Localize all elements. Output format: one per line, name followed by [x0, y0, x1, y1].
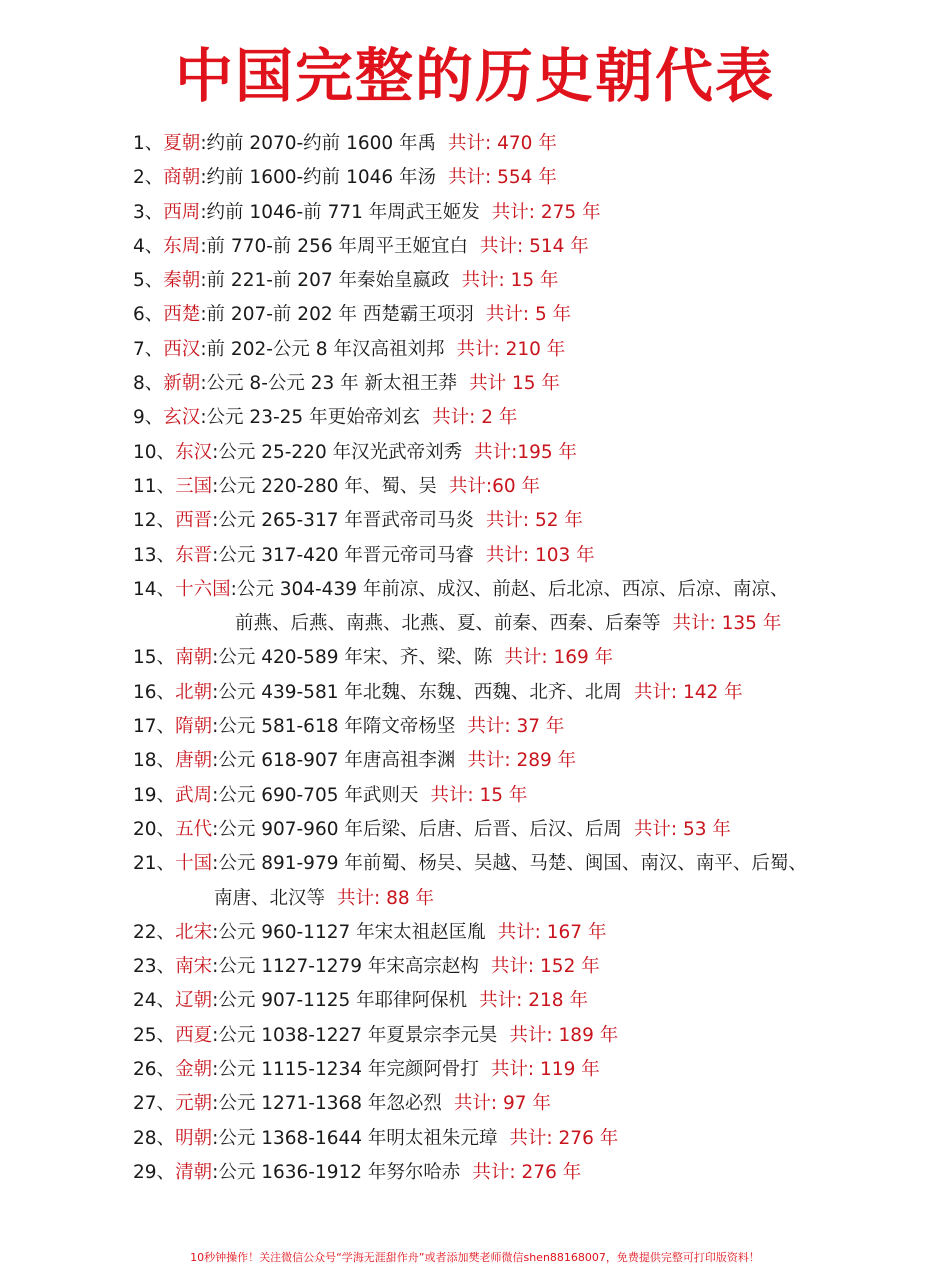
dynasty-description: 公元 960-1127 年宋太祖赵匡胤 [218, 921, 486, 943]
dynasty-name: 元朝 [175, 1093, 213, 1115]
dynasty-description-continued: 前燕、后燕、南燕、北燕、夏、前秦、西秦、后秦等 [235, 613, 661, 635]
name-colon: : [200, 304, 207, 326]
dynasty-total-years: 共计: 189 年 [509, 1024, 619, 1046]
dynasty-entry-body [133, 847, 807, 916]
number-separator: 、 [156, 1093, 176, 1115]
number-separator: 、 [156, 1059, 176, 1081]
dynasty-entry [133, 196, 923, 230]
number-separator: 、 [144, 270, 164, 292]
dynasty-name: 新朝 [163, 373, 201, 395]
number-separator: 、 [156, 441, 176, 463]
dynasty-description: 公元 1115-1234 年完颜阿骨打 [218, 1059, 479, 1081]
dynasty-number: 1 [133, 133, 145, 154]
dynasty-entry-body [133, 813, 731, 847]
number-separator: 、 [156, 1024, 176, 1046]
name-colon: : [200, 270, 207, 292]
dynasty-entry [133, 401, 923, 435]
number-separator: 、 [144, 338, 164, 360]
dynasty-total-years: 共计: 103 年 [485, 544, 595, 566]
dynasty-entry-line [133, 539, 595, 573]
dynasty-entry-body [133, 401, 517, 435]
dynasty-entry [133, 744, 923, 778]
dynasty-number: 24 [133, 990, 157, 1012]
dynasty-entry-body [133, 333, 565, 367]
name-colon: : [200, 338, 207, 360]
dynasty-number: 25 [133, 1024, 157, 1046]
number-separator: 、 [156, 578, 176, 600]
dynasty-entry-body [133, 196, 601, 230]
number-separator: 、 [156, 956, 176, 978]
dynasty-number: 28 [133, 1127, 157, 1149]
dynasty-number: 27 [133, 1093, 157, 1115]
page-title: 中国完整的历史朝代表 [174, 42, 775, 110]
dynasty-entry-body [133, 161, 557, 195]
dynasty-name: 十六国 [175, 578, 231, 600]
dynasty-name: 东晋 [175, 544, 213, 566]
dynasty-description: 公元 420-589 年宋、齐、梁、陈 [218, 647, 493, 669]
dynasty-entry-line [133, 1019, 618, 1053]
name-colon: : [212, 510, 219, 532]
dynasty-entry-body [133, 916, 606, 950]
dynasty-total-years: 共计: 88 年 [337, 887, 435, 909]
dynasty-description: 公元 439-581 年北魏、东魏、西魏、北齐、北周 [218, 681, 622, 703]
dynasty-entry [133, 470, 923, 504]
dynasty-entry-line [133, 984, 588, 1018]
dynasty-entry-line [133, 882, 807, 916]
dynasty-total-years: 共计: 97 年 [453, 1093, 551, 1115]
number-separator: 、 [144, 167, 164, 189]
number-separator: 、 [156, 716, 176, 738]
dynasty-entry-body [133, 779, 527, 813]
dynasty-entry-line [133, 1156, 581, 1190]
dynasty-entry-line [133, 779, 527, 813]
dynasty-total-years: 共计: 2 年 [432, 407, 518, 429]
dynasty-name: 唐朝 [175, 750, 213, 772]
number-separator: 、 [156, 990, 176, 1012]
dynasty-total-years: 共计: 53 年 [633, 818, 731, 840]
dynasty-entry-line [133, 367, 560, 401]
dynasty-entry-line [133, 916, 606, 950]
dynasty-entry-body [133, 470, 540, 504]
dynasty-entry [133, 1156, 923, 1190]
dynasty-entry [133, 950, 923, 984]
dynasty-entry-body [133, 1019, 618, 1053]
number-separator: 、 [156, 750, 176, 772]
number-separator: 、 [144, 407, 164, 429]
dynasty-description: 公元 25-220 年汉光武帝刘秀 [218, 441, 463, 463]
dynasty-entry [133, 1053, 923, 1087]
dynasty-name: 南宋 [175, 956, 213, 978]
dynasty-entry-line [133, 401, 517, 435]
dynasty-entry [133, 779, 923, 813]
dynasty-total-years: 共计:195 年 [474, 441, 578, 463]
dynasty-total-years: 共计: 554 年 [448, 167, 557, 189]
dynasty-entry [133, 1122, 923, 1156]
dynasty-total-years: 共计: 276 年 [472, 1161, 582, 1183]
dynasty-description: 公元 891-979 年前蜀、杨吴、吴越、马楚、闽国、南汉、南平、后蜀、 [218, 853, 807, 875]
dynasty-entry-line [133, 470, 540, 504]
footer-note: 10秒钟操作！关注微信公众号“学海无涯甜作舟”或者添加樊老师微信shen88168007，免费提供完整可打印版资料！ [190, 1251, 760, 1264]
number-separator: 、 [156, 681, 176, 703]
dynasty-entry-body [133, 1122, 618, 1156]
dynasty-entry-body [133, 744, 576, 778]
dynasty-name: 东周 [163, 235, 201, 257]
dynasty-entry [133, 436, 923, 470]
dynasty-entry-body [133, 1053, 600, 1087]
dynasty-entry-line [133, 710, 564, 744]
name-colon: : [212, 441, 219, 463]
dynasty-entry-line [133, 127, 557, 161]
dynasty-total-years: 共计: 5 年 [485, 304, 572, 326]
number-separator: 、 [144, 304, 164, 326]
dynasty-name: 西汉 [163, 338, 201, 360]
name-colon: : [212, 647, 219, 669]
number-separator: 、 [156, 784, 176, 806]
dynasty-total-years: 共计: 169 年 [504, 647, 614, 669]
dynasty-entry-line [133, 1053, 600, 1087]
name-colon: : [200, 235, 207, 257]
dynasty-entry-line [133, 607, 788, 641]
dynasty-number: 12 [133, 510, 157, 532]
dynasty-description: 约前 1600-约前 1046 年汤 [206, 167, 437, 189]
number-separator: 、 [156, 544, 176, 566]
name-colon: : [212, 1161, 219, 1183]
number-separator: 、 [156, 475, 176, 497]
number-separator: 、 [144, 133, 164, 154]
dynasty-name: 清朝 [175, 1161, 213, 1183]
name-colon: : [230, 578, 237, 600]
dynasty-entry-body [133, 298, 571, 332]
dynasty-entry-line [133, 230, 589, 264]
dynasty-description: 公元 8-公元 23 年 新太祖王莽 [206, 373, 458, 395]
dynasty-entry [133, 333, 923, 367]
dynasty-total-years: 共计: 15 年 [461, 270, 559, 292]
dynasty-entry [133, 916, 923, 950]
dynasty-entry [133, 641, 923, 675]
name-colon: : [200, 167, 207, 189]
dynasty-entry-line [133, 436, 577, 470]
dynasty-number: 3 [133, 201, 145, 223]
dynasty-description: 公元 304-439 年前凉、成汉、前赵、后北凉、西凉、后凉、南凉、 [236, 578, 789, 600]
name-colon: : [212, 990, 219, 1012]
dynasty-number: 14 [133, 578, 157, 600]
dynasty-name: 西晋 [175, 510, 213, 532]
dynasty-name: 西夏 [175, 1024, 213, 1046]
dynasty-description: 公元 1127-1279 年宋高宗赵构 [218, 956, 479, 978]
dynasty-entry [133, 127, 923, 161]
dynasty-total-years: 共计: 167 年 [497, 921, 607, 943]
dynasty-entry [133, 676, 923, 710]
dynasty-total-years: 共计: 276 年 [509, 1127, 619, 1149]
dynasty-number: 29 [133, 1161, 157, 1183]
name-colon: : [200, 201, 207, 223]
dynasty-total-years: 共计: 142 年 [633, 681, 743, 703]
name-colon: : [200, 133, 207, 154]
dynasty-entry [133, 573, 923, 642]
dynasty-number: 18 [133, 750, 157, 772]
dynasty-description: 约前 1046-前 771 年周武王姬发 [206, 201, 480, 223]
dynasty-name: 隋朝 [175, 716, 213, 738]
name-colon: : [212, 544, 219, 566]
dynasty-description: 公元 690-705 年武则天 [218, 784, 419, 806]
dynasty-entry-body [133, 1087, 551, 1121]
dynasty-entry-body [133, 676, 743, 710]
dynasty-name: 十国 [175, 853, 213, 875]
dynasty-number: 21 [133, 853, 157, 875]
dynasty-description: 公元 1038-1227 年夏景宗李元昊 [218, 1024, 498, 1046]
dynasty-number: 22 [133, 921, 157, 943]
dynasty-entry-line [133, 504, 583, 538]
dynasty-description: 约前 2070-约前 1600 年禹 [206, 133, 437, 154]
dynasty-entry [133, 710, 923, 744]
dynasty-entry-body [133, 230, 589, 264]
dynasty-total-years: 共计: 275 年 [491, 201, 601, 223]
dynasty-number: 10 [133, 441, 157, 463]
number-separator: 、 [156, 921, 176, 943]
dynasty-entry-body [133, 264, 559, 298]
dynasty-number: 16 [133, 681, 157, 703]
number-separator: 、 [144, 201, 164, 223]
dynasty-number: 9 [133, 407, 145, 429]
name-colon: : [212, 716, 219, 738]
name-colon: : [200, 373, 207, 395]
dynasty-entry-line [133, 641, 613, 675]
dynasty-entry [133, 367, 923, 401]
dynasty-name: 明朝 [175, 1127, 213, 1149]
dynasty-entry [133, 813, 923, 847]
dynasty-entry-line [133, 676, 743, 710]
dynasty-entry-body [133, 984, 588, 1018]
dynasty-number: 13 [133, 544, 157, 566]
dynasty-entry [133, 504, 923, 538]
dynasty-name: 三国 [175, 475, 213, 497]
dynasty-entry-body [133, 127, 557, 161]
dynasty-description: 前 770-前 256 年周平王姬宜白 [206, 235, 468, 257]
dynasty-entry [133, 298, 923, 332]
dynasty-description: 公元 1271-1368 年忽必烈 [218, 1093, 442, 1115]
name-colon: : [212, 681, 219, 703]
dynasty-number: 5 [133, 270, 145, 292]
dynasty-entry-body [133, 641, 613, 675]
dynasty-total-years: 共计: 52 年 [485, 510, 583, 532]
dynasty-description: 公元 1368-1644 年明太祖朱元璋 [218, 1127, 498, 1149]
dynasty-description: 公元 581-618 年隋文帝杨坚 [218, 716, 456, 738]
number-separator: 、 [156, 853, 176, 875]
dynasty-total-years: 共计: 119 年 [490, 1059, 600, 1081]
dynasty-total-years: 共计: 218 年 [479, 990, 588, 1012]
name-colon: : [212, 1093, 219, 1115]
dynasty-total-years: 共计: 135 年 [672, 613, 782, 635]
dynasty-number: 8 [133, 373, 145, 395]
dynasty-description: 公元 220-280 年、蜀、吴 [218, 475, 437, 497]
number-separator: 、 [156, 1161, 176, 1183]
dynasty-description: 前 221-前 207 年秦始皇嬴政 [206, 270, 450, 292]
dynasty-entry-line [133, 161, 557, 195]
dynasty-name: 金朝 [175, 1059, 213, 1081]
dynasty-description: 公元 23-25 年更始帝刘玄 [206, 407, 421, 429]
dynasty-total-years: 共计: 210 年 [456, 338, 566, 360]
dynasty-number: 17 [133, 716, 157, 738]
dynasty-number: 4 [133, 235, 145, 257]
dynasty-total-years: 共计: 15 年 [430, 784, 528, 806]
dynasty-description-continued: 南唐、北汉等 [214, 887, 326, 909]
dynasty-description: 公元 265-317 年晋武帝司马炎 [218, 510, 474, 532]
dynasty-name: 西楚 [163, 304, 201, 326]
dynasty-number: 20 [133, 818, 157, 840]
dynasty-name: 北宋 [175, 921, 213, 943]
dynasty-entry-line [133, 847, 807, 881]
dynasty-description: 公元 907-960 年后梁、后唐、后晋、后汉、后周 [218, 818, 622, 840]
dynasty-entry [133, 230, 923, 264]
number-separator: 、 [156, 647, 176, 669]
dynasty-description: 公元 907-1125 年耶律阿保机 [218, 990, 468, 1012]
number-separator: 、 [156, 510, 176, 532]
number-separator: 、 [156, 818, 176, 840]
dynasty-name: 夏朝 [163, 133, 201, 154]
dynasty-name: 秦朝 [163, 270, 201, 292]
dynasty-description: 公元 1636-1912 年努尔哈赤 [218, 1161, 461, 1183]
dynasty-description: 前 202-公元 8 年汉高祖刘邦 [206, 338, 445, 360]
dynasty-total-years: 共计: 470 年 [448, 133, 557, 154]
name-colon: : [200, 407, 207, 429]
dynasty-entry-line [133, 813, 731, 847]
name-colon: : [212, 1059, 219, 1081]
dynasty-entry [133, 1019, 923, 1053]
dynasty-entry-line [133, 950, 600, 984]
dynasty-total-years: 共计: 514 年 [480, 235, 589, 257]
dynasty-total-years: 共计 15 年 [469, 373, 560, 395]
dynasty-entry-body [133, 950, 600, 984]
dynasty-total-years: 共计: 289 年 [467, 750, 577, 772]
dynasty-entry-line [133, 196, 601, 230]
dynasty-entry-body [133, 367, 560, 401]
name-colon: : [212, 921, 219, 943]
dynasty-entry-body [133, 573, 788, 642]
dynasty-entry-line [133, 573, 788, 607]
name-colon: : [212, 818, 219, 840]
dynasty-name: 武周 [175, 784, 213, 806]
dynasty-entry [133, 847, 923, 916]
dynasty-entry-body [133, 436, 577, 470]
dynasty-entry-line [133, 298, 571, 332]
name-colon: : [212, 750, 219, 772]
dynasty-name: 西周 [163, 201, 201, 223]
dynasty-entry-body [133, 539, 595, 573]
name-colon: : [212, 475, 219, 497]
number-separator: 、 [144, 235, 164, 257]
dynasty-number: 6 [133, 304, 145, 326]
dynasty-number: 19 [133, 784, 157, 806]
dynasty-entry [133, 539, 923, 573]
dynasty-description: 前 207-前 202 年 西楚霸王项羽 [206, 304, 474, 326]
dynasty-total-years: 共计: 37 年 [467, 716, 565, 738]
dynasty-entry [133, 1087, 923, 1121]
dynasty-description: 公元 618-907 年唐高祖李渊 [218, 750, 456, 772]
dynasty-name: 北朝 [175, 681, 213, 703]
dynasty-name: 玄汉 [163, 407, 201, 429]
dynasty-entry-line [133, 333, 565, 367]
dynasty-entry [133, 264, 923, 298]
dynasty-number: 26 [133, 1059, 157, 1081]
dynasty-name: 辽朝 [175, 990, 213, 1012]
name-colon: : [212, 853, 219, 875]
name-colon: : [212, 1024, 219, 1046]
dynasty-name: 五代 [175, 818, 213, 840]
dynasty-number: 11 [133, 475, 157, 497]
number-separator: 、 [144, 373, 164, 395]
dynasty-entry-line [133, 264, 559, 298]
dynasty-entry [133, 161, 923, 195]
dynasty-list [133, 127, 923, 1190]
dynasty-entry [133, 984, 923, 1018]
dynasty-entry-body [133, 1156, 581, 1190]
dynasty-description: 公元 317-420 年晋元帝司马睿 [218, 544, 474, 566]
dynasty-total-years: 共计:60 年 [448, 475, 541, 497]
dynasty-entry-body [133, 504, 583, 538]
dynasty-total-years: 共计: 152 年 [490, 956, 600, 978]
dynasty-entry-body [133, 710, 564, 744]
dynasty-number: 2 [133, 167, 145, 189]
dynasty-entry-line [133, 1122, 618, 1156]
dynasty-entry-line [133, 1087, 551, 1121]
name-colon: : [212, 784, 219, 806]
dynasty-name: 商朝 [163, 167, 201, 189]
dynasty-number: 23 [133, 956, 157, 978]
dynasty-number: 15 [133, 647, 157, 669]
dynasty-number: 7 [133, 338, 145, 360]
dynasty-name: 东汉 [175, 441, 213, 463]
dynasty-entry-line [133, 744, 576, 778]
dynasty-name: 南朝 [175, 647, 213, 669]
number-separator: 、 [156, 1127, 176, 1149]
name-colon: : [212, 956, 219, 978]
name-colon: : [212, 1127, 219, 1149]
